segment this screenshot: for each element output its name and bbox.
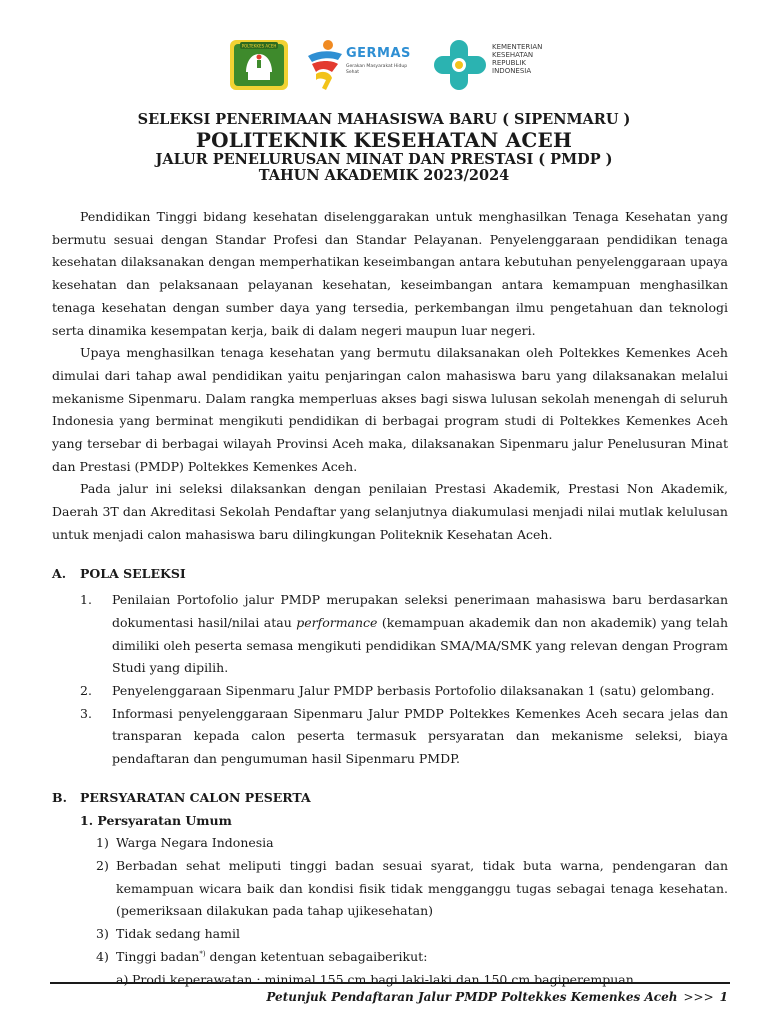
page-footer [266,990,728,1004]
footer-separator: >>> [683,990,714,1004]
poltekkes-aceh-logo-icon [228,38,290,92]
poltekkes-logo-label: POLTEKKES ACEH [241,43,277,49]
list-item [52,680,728,703]
germas-logo [302,36,422,94]
page-number: 1 [719,990,728,1004]
list-item [52,946,728,969]
kemenkes-line: KEMENTERIAN [492,43,543,51]
section-a-list [52,589,728,771]
section-b-list [52,832,728,968]
list-text: dengan ketentuan sebagaiberikut: [205,948,428,964]
germas-figure-icon [302,36,346,94]
germas-tagline: Gerakan Masyarakat Hidup Sehat [346,64,408,75]
logo-bar [0,36,768,96]
section-title: POLA SELEKSI [80,565,186,581]
list-number: 2. [80,683,92,699]
intro-paragraph: Pada jalur ini seleksi dilaksankan dengan penilaian Prestasi Akademik, Prestasi Non Akademik, Daerah 3T dan Akreditasi Sekolah Pendaftar yang selanjutnya diakumulasi menjadi nilai mutlak kelulusan untuk menjadi calon mahasiswa baru dilingkungan Politeknik Kesehatan Aceh. [52,481,728,542]
section-a-heading [52,563,728,586]
header-institution-title: POLITEKNIK KESEHATAN ACEH [195,127,573,152]
section-label: B. [52,789,67,805]
list-number: 4) [96,948,109,964]
document-body [52,206,728,991]
list-number: 1. [80,592,92,608]
footer-divider [50,982,730,984]
list-text: Prodi keperawatan : minimal 155 cm bagi laki-laki dan 150 cm bagiperempuan. [132,971,638,987]
list-text: Tinggi badan [116,948,200,964]
list-item [52,589,728,680]
list-text: Tidak sedang hamil [116,926,240,942]
list-item [52,855,728,923]
header-selection-title: SELEKSI PENERIMAAN MAHASISWA BARU ( SIPENMARU ) [137,111,631,128]
list-item [52,832,728,855]
list-number: 3) [96,926,109,942]
list-emphasis: performance [296,614,378,630]
list-text: Informasi penyelenggaraan Sipenmaru Jalur PMDP Poltekkes Kemenkes Aceh secara jelas dan transparan kepada calon peserta termasuk persyaratan dan mekanisme seleksi, biaya pendaftaran dan pengumuman hasil Sipenmaru PMDP. [112,705,728,767]
list-item [52,923,728,946]
kemenkes-line: KESEHATAN [492,51,534,59]
section-b-heading [52,787,728,810]
document-header [0,112,768,185]
height-requirements-list [52,969,728,992]
section-label: A. [52,565,67,581]
list-item [52,969,728,992]
footer-text: Petunjuk Pendaftaran Jalur PMDP Poltekkes Kemenkes Aceh [266,990,678,1004]
list-number: 1) [96,835,109,851]
intro-paragraph: Upaya menghasilkan tenaga kesehatan yang bermutu dilaksanakan oleh Poltekkes Kemenkes Aceh dimulai dari tahap awal pendidikan yaitu penjaringan calon mahasiswa baru yang dilaksanakan melalui mekanisme Sipenmaru. Dalam rangka memperluas akses bagi siswa lulusan sekolah menengah di seluruh Indonesia yang berminat mengikuti pendidikan di berbagai program studi di Poltekkes Kemenkes Aceh yang tersebar di berbagai wilayah Provinsi Aceh maka, dilaksanakan Sipenmaru jalur Penelusuran Minat dan Prestasi (PMDP) Poltekkes Kemenkes Aceh. [52,345,728,474]
list-number: a) [116,971,129,987]
germas-name: GERMAS [346,46,411,61]
list-text: (kemampuan akademik dan non akademik) yang telah dimiliki oleh peserta semasa mengikuti pendidikan SMA/MA/SMK yang relevan dengan Program Studi yang dipilih. [112,614,728,676]
subsection-heading: 1. Persyaratan Umum [80,812,232,828]
list-item [52,703,728,771]
list-number: 3. [80,705,92,721]
list-text: Penyelenggaraan Sipenmaru Jalur PMDP berbasis Portofolio dilaksanakan 1 (satu) gelombang. [112,683,715,699]
kemenkes-line: INDONESIA [492,67,532,75]
header-academic-year: TAHUN AKADEMIK 2023/2024 [258,167,510,185]
kemenkes-mark-icon [432,36,488,94]
list-number: 2) [96,857,109,873]
kemenkes-text [492,43,582,75]
intro-paragraph: Pendidikan Tinggi bidang kesehatan diselenggarakan untuk menghasilkan Tenaga Kesehatan yang bermutu sesuai dengan Standar Profesi dan Standar Pelayanan. Penyelenggaraan pendidikan tenaga kesehatan dilaksanakan dengan memperhatikan keseimbangan antara kebutuhan penyelenggaraan upaya kesehatan dan pelaksanaan pelayanan kesehatan, keseimbangan antara kemampuan menghasilkan tenaga kesehatan dengan sumber daya yang tersedia, perkembangan ilmu pengetahuan dan teknologi serta dinamika kesempatan kerja, baik di dalam negeri maupun luar negeri. [52,209,728,338]
footnote-marker: *) [199,949,206,958]
list-text: Berbadan sehat meliputi tinggi badan sesuai syarat, tidak buta warna, pendengaran dan kemampuan wicara baik dan kondisi fisik tidak mengganggu tugas sebagai tenaga kesehatan. (pemeriksaan dilakukan pada tahap ujikesehatan) [116,857,728,919]
section-title: PERSYARATAN CALON PESERTA [80,789,311,805]
list-text: Warga Negara Indonesia [116,835,274,851]
header-track-title: JALUR PENELURUSAN MINAT DAN PRESTASI ( PMDP ) [155,150,613,168]
kemenkes-logo [432,36,582,94]
list-text: Penilaian Portofolio jalur PMDP merupakan seleksi penerimaan mahasiswa baru berdasarkan dokumentasi hasil/nilai atau [112,592,728,630]
kemenkes-line: REPUBLIK [492,59,526,67]
